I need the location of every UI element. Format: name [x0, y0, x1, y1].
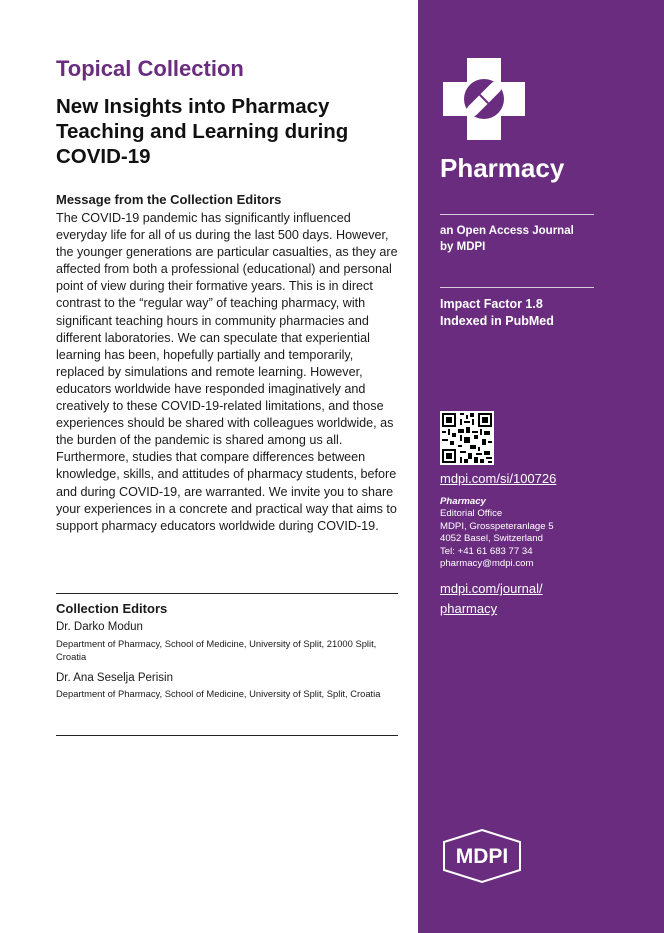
- journal-sidebar: [418, 0, 664, 933]
- office-email[interactable]: pharmacy@mdpi.com: [440, 558, 534, 570]
- office-address: MDPI, Grosspeteranlage 5: [440, 520, 554, 532]
- pharmacy-cross-logo-icon: [443, 58, 525, 140]
- open-access-note: [440, 223, 574, 255]
- divider: [56, 593, 398, 594]
- mdpi-logo-icon: [440, 828, 524, 884]
- office-city: 4052 Basel, Switzerland: [440, 533, 543, 545]
- collection-type-label: Topical Collection: [56, 56, 244, 81]
- editor-affiliation: Department of Pharmacy, School of Medicine, University of Split, 21000 Split, Croatia: [56, 638, 377, 662]
- qr-code-icon[interactable]: [440, 411, 494, 465]
- open-access-line: an Open Access Journal: [440, 225, 574, 237]
- editor-name: Dr. Darko Modun: [56, 621, 143, 633]
- collection-link[interactable]: mdpi.com/si/100726: [440, 471, 557, 486]
- journal-metrics: [440, 296, 554, 330]
- divider: [440, 214, 594, 215]
- office-phone: Tel: +41 61 683 77 34: [440, 545, 533, 557]
- editor-name: Dr. Ana Seselja Perisin: [56, 672, 173, 684]
- message-heading: Message from the Collection Editors: [56, 192, 282, 207]
- journal-link-continued[interactable]: pharmacy: [440, 601, 498, 616]
- divider: [440, 287, 594, 288]
- divider: [56, 735, 398, 736]
- office-journal-name: Pharmacy: [440, 496, 486, 507]
- indexing-info: Indexed in PubMed: [440, 314, 554, 328]
- editorial-office: [440, 496, 554, 570]
- journal-title: Pharmacy: [440, 153, 565, 183]
- impact-factor: Impact Factor 1.8: [440, 297, 543, 311]
- message-body: The COVID-19 pandemic has significantly influenced everyday life for all of us during the last 500 days. However, the younger generations are particular casualties, as they are affected from both a professional (educational) and personal point of view during their formative years. This is in direct contrast to the “regular way” of teaching pharmacy, with significant teaching hours in community pharmacies and different laboratories. We can speculate that experiential learning has been, hopefully partially and temporarily, replaced by simulations and remote learning. However, educators worldwide have responded imaginatively and creatively to these COVID-19-related limitations, and those experiences should be shared with colleagues worldwide, as the burden of the pandemic is shared among us all. Furthermore, studies that compare differences between knowledge, skills, and attitudes of pharmacy students, before and during COVID-19, are warranted. We invite you to share your experiences in a concrete and practical way that aims to support pharmacy educators worldwide during COVID-19.: [56, 211, 398, 533]
- office-line: Editorial Office: [440, 508, 503, 520]
- editor-affiliation: Department of Pharmacy, School of Medicine, University of Split, Split, Croatia: [56, 688, 381, 699]
- editors-heading: Collection Editors: [56, 601, 168, 616]
- collection-title: New Insights into Pharmacy Teaching and Learning during COVID-19: [56, 95, 349, 168]
- publisher-line: by MDPI: [440, 241, 486, 253]
- journal-link[interactable]: mdpi.com/journal/: [440, 581, 543, 596]
- mdpi-logo-text: MDPI: [455, 845, 509, 868]
